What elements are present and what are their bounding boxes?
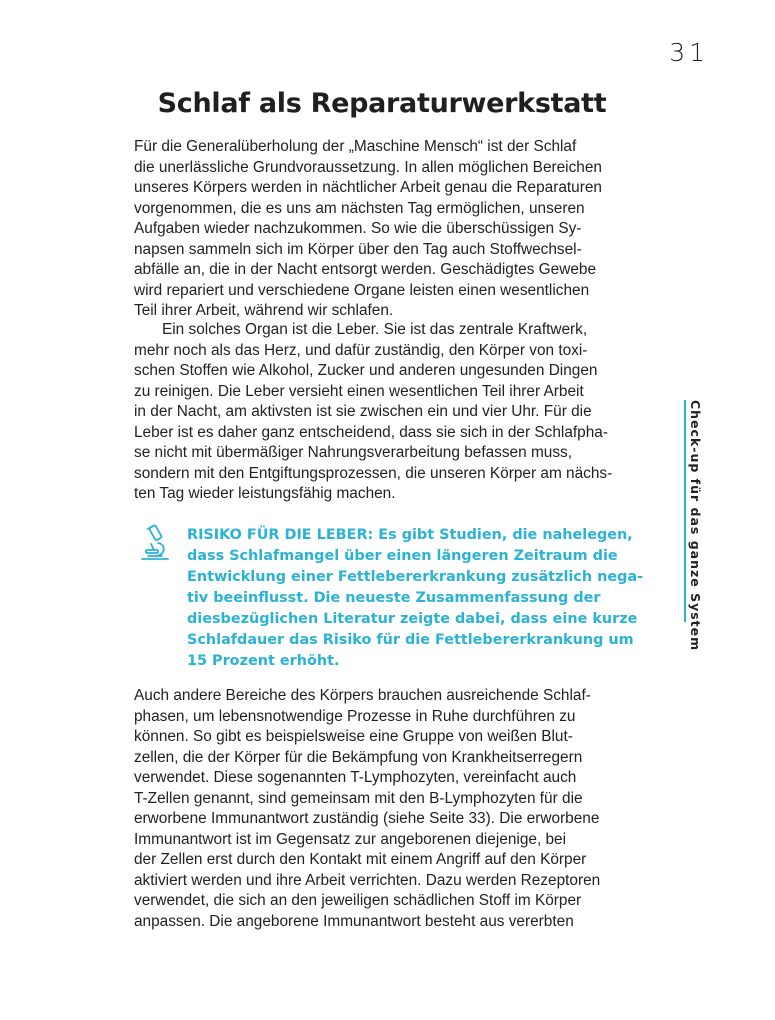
text-line: Leber ist es daher ganz entscheidend, dass sie sich in der Schlafpha-	[134, 423, 608, 441]
callout-text	[187, 525, 644, 672]
risk-callout	[134, 523, 644, 673]
text-line: verwendet, die sich an den jeweiligen schädlichen Stoff im Körper	[134, 892, 582, 909]
text-line: wird repariert und verschiedene Organe leisten einen wesentlichen	[134, 281, 590, 299]
callout-line: Entwicklung einer Fettlebererkrankung zusätzlich nega-	[187, 569, 644, 585]
text-line: vorgenommen, die es uns am nächsten Tag ermöglichen, unseren	[134, 199, 585, 217]
page-number: 31	[669, 38, 709, 67]
text-line: Auch andere Bereiche des Körpers brauchen ausreichende Schlaf-	[134, 687, 591, 704]
text-line: se nicht mit übermäßiger Nahrungsverarbeitung befassen muss,	[134, 444, 572, 461]
text-line: Ein solches Organ ist die Leber. Sie ist das zentrale Kraftwerk,	[162, 321, 588, 338]
text-line: Immunantwort ist im Gegensatz zur angeborenen diejenige, bei	[134, 830, 567, 848]
paragraph-1	[134, 137, 630, 322]
text-line: die unerlässliche Grundvoraussetzung. In allen möglichen Bereichen	[134, 158, 602, 176]
callout-line: RISIKO FÜR DIE LEBER: Es gibt Studien, die nahelegen,	[187, 527, 633, 543]
page-title: Schlaf als Reparaturwerkstatt	[157, 88, 607, 119]
callout-line: dass Schlafmangel über einen längeren Zeitraum die	[187, 548, 618, 564]
text-line: mehr noch als das Herz, und dafür zuständig, den Körper von toxi-	[134, 341, 588, 359]
text-line: aktiviert werden und ihre Arbeit verrichten. Dazu werden Rezeptoren	[134, 871, 601, 889]
text-line: unseres Körpers werden in nächtlicher Arbeit genau die Reparaturen	[134, 179, 602, 196]
callout-line: diesbezüglichen Literatur zeigte dabei, dass eine kurze	[187, 611, 638, 627]
text-line: ten Tag wieder leistungsfähig machen.	[134, 485, 396, 502]
text-line: sondern mit den Entgiftungsprozessen, die unseren Körper am nächs-	[134, 464, 613, 482]
text-line: anpassen. Die angeborene Immunantwort besteht aus vererbten	[134, 912, 574, 930]
paragraph-2	[134, 320, 630, 505]
text-line: napsen sammeln sich im Körper über den Tag auch Stoffwechsel-	[134, 240, 582, 258]
text-line: zu reinigen. Die Leber versieht einen wesentlichen Teil ihrer Arbeit	[134, 382, 584, 400]
callout-line: Schlafdauer das Risiko für die Fettlebererkrankung um	[187, 632, 634, 648]
text-line: T-Zellen genannt, sind gemeinsam mit den B-Lymphozyten für die	[134, 789, 583, 807]
text-line: erworbene Immunantwort zuständig (siehe Seite 33). Die erworbene	[134, 810, 600, 827]
text-line: Teil ihrer Arbeit, während wir schlafen.	[134, 302, 394, 319]
text-line: Für die Generalüberholung der „Maschine Mensch“ ist der Schlaf	[134, 138, 577, 155]
text-line: Aufgaben wieder nachzukommen. So wie die überschüssigen Sy-	[134, 220, 582, 237]
text-line: schen Stoffen wie Alkohol, Zucker und anderen ungesunden Dingen	[134, 362, 598, 379]
microscope-icon	[138, 523, 172, 563]
text-line: verwendet. Diese sogenannten T-Lymphozyten, vereinfacht auch	[134, 769, 577, 786]
text-line: phasen, um lebensnotwendige Prozesse in Ruhe durchführen zu	[134, 707, 576, 725]
paragraph-3	[134, 686, 630, 932]
text-line: können. So gibt es beispielsweise eine Gruppe von weißen Blut-	[134, 728, 573, 745]
callout-line: 15 Prozent erhöht.	[187, 653, 340, 669]
text-line: abfälle an, die in der Nacht entsorgt werden. Geschädigtes Gewebe	[134, 261, 596, 278]
text-line: in der Nacht, am aktivsten ist sie zwischen ein und vier Uhr. Für die	[134, 403, 592, 420]
text-line: zellen, die der Körper für die Bekämpfung von Krankheitserregern	[134, 748, 583, 766]
callout-line: tiv beeinflusst. Die neueste Zusammenfassung der	[187, 590, 601, 606]
chapter-side-label: Check-up für das ganze System	[684, 400, 703, 622]
text-line: der Zellen erst durch den Kontakt mit einem Angriff auf den Körper	[134, 851, 587, 868]
